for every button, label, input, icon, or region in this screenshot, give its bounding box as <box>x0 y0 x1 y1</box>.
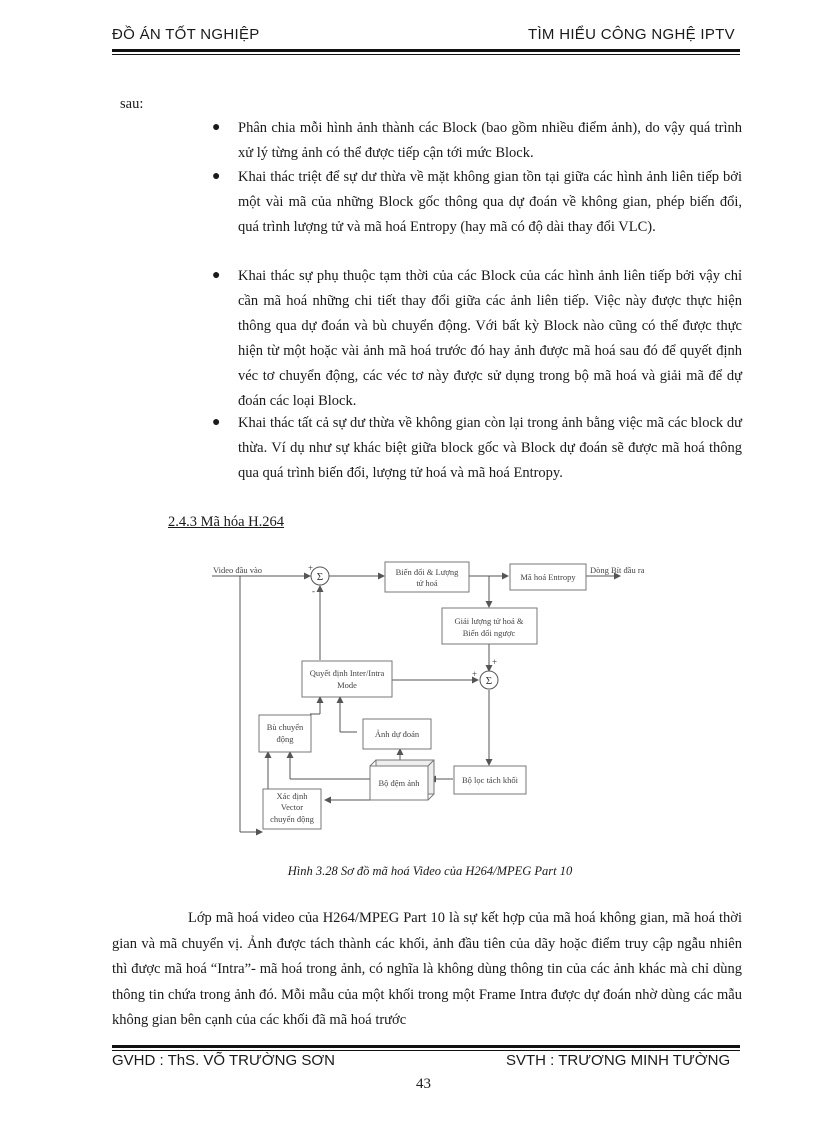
bullet-icon: ● <box>212 268 221 283</box>
bullet-text: Khai thác tất cả sự dư thừa về không gian còn lại trong ảnh bằng việc mã các block dư thừa. Ví dụ như sự khác biệt giữa block gốc và Block dự đoán sẽ được mã hoá thông qua quá trình biến đổi, lượng tử hoá và mã hoá Entropy. <box>238 415 742 481</box>
section-heading: 2.4.3 Mã hóa H.264 <box>168 514 284 530</box>
transform-quant-label: tử hoá <box>416 578 438 588</box>
page-number: 43 <box>416 1076 431 1092</box>
transform-quant-label: Biến đổi & Lượng <box>395 567 459 577</box>
bullet-text: Phân chia mỗi hình ảnh thành các Block (bao gồm nhiều điểm ảnh), do vậy quá trình xử lý từng ảnh có thể được tiếp cận tới mức Block. <box>238 120 742 161</box>
sum-symbol: Σ <box>316 571 324 583</box>
header-left-title: ĐỒ ÁN TỐT NGHIỆP <box>112 26 260 43</box>
body-paragraph-text: Lớp mã hoá video của H264/MPEG Part 10 là sự kết hợp của mã hoá không gian, mã hoá thời gian và mã chuyển vị. Ảnh được tách thành các khối, ảnh đầu tiên của dãy hoặc điểm truy cập ngẫu nhiên thì được mã hoá “Intra”- mã hoá trong ảnh, có nghĩa là không dùng thông tin của các ảnh khác mà chỉ dùng thông tin chứa trong ảnh đó. Mỗi mẫu của một khối trong một Frame Intra được dự đoán nhờ dùng các mẫu không gian bên cạnh của các khối đã mã hoá trước <box>112 910 742 1028</box>
bullet-icon: ● <box>212 169 221 184</box>
input-label: Video đầu vào <box>213 565 263 575</box>
bullet-text: Khai thác triệt để sự dư thừa về mặt không gian tồn tại giữa các hình ảnh liên tiếp bởi một vài mã của những Block gốc thông qua dự đoán về không gian, phép biến đổi, quá trình lượng tử và mã hoá Entropy (hay mã có độ dài thay đổi VLC). <box>238 169 742 235</box>
inverse-label: Biến đổi ngược <box>462 628 516 638</box>
me-label: Xác định <box>276 791 308 801</box>
header-right-title: TÌM HIỂU CÔNG NGHỆ IPTV <box>528 26 735 43</box>
deblock-label: Bộ lọc tách khối <box>462 775 518 785</box>
plus-sign: + <box>472 669 478 679</box>
mode-decision-box <box>302 661 392 697</box>
buffer-label: Bộ đệm ảnh <box>378 778 420 788</box>
me-label: chuyển động <box>270 814 314 824</box>
plus-sign: + <box>308 563 314 573</box>
bullet-icon: ● <box>212 120 221 135</box>
mc-label: Bù chuyển <box>266 722 304 732</box>
inverse-label: Giải lượng tử hoá & <box>454 616 524 626</box>
me-label: Vector <box>280 802 304 812</box>
figure-caption: Hình 3.28 Sơ đồ mã hoá Video của H264/MPEG Part 10 <box>287 864 573 878</box>
mc-label: động <box>276 734 294 744</box>
footer-rule-thick <box>112 1045 740 1048</box>
bullet-text: Khai thác sự phụ thuộc tạm thời của các Block của các hình ảnh liên tiếp bởi vậy chỉ cần mã hoá những chi tiết thay đổi giữa các ảnh liên tiếp. Việc này được thực hiện thông qua dự đoán và bù chuyển động. Với bất kỳ Block nào cũng có thể được thực hiện từ một hoặc vài ảnh mã hoá trước đó hay ảnh được mã hoá sau đó để quyết định véc tơ chuyển động, các véc tơ này được sử dụng trong bộ mã hoá và giải mã để dự đoán các loại Block. <box>238 268 742 409</box>
mode-label: Mode <box>337 680 357 690</box>
output-label: Dòng Bít đầu ra <box>590 565 645 575</box>
mode-label: Quyết định Inter/Intra <box>309 668 385 678</box>
body-paragraph <box>112 906 742 1034</box>
bullet-icon: ● <box>212 415 221 430</box>
footer-rule-thin <box>112 1050 740 1051</box>
sum-symbol: Σ <box>485 675 493 687</box>
plus-sign: + <box>492 657 498 667</box>
inverse-box <box>442 608 537 644</box>
entropy-label: Mã hoá Entropy <box>520 572 576 582</box>
footer-student: SVTH : TRƯƠNG MINH TƯỜNG <box>506 1052 731 1069</box>
intra-label: Ảnh dự đoán <box>374 729 420 739</box>
minus-sign: - <box>312 586 315 596</box>
intro-text: sau: <box>120 96 144 112</box>
footer-instructor: GVHD : ThS. VÕ TRƯỜNG SƠN <box>112 1052 336 1069</box>
